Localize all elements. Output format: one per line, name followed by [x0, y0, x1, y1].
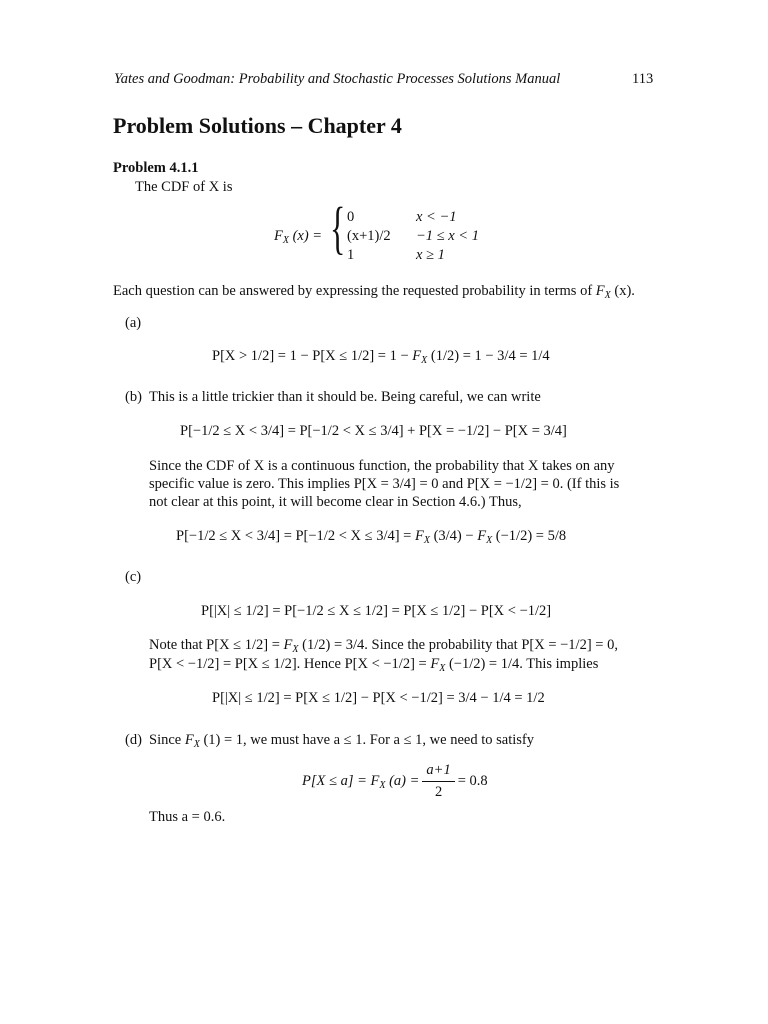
part-a-equation: $P[X > 1/2] = 1 - P[X \le 1/2] = 1 - F_X$ (1/2) = 1 − 3/4 = 1/4	[212, 348, 550, 366]
cdf-case-value: 1	[347, 247, 355, 263]
part-c-equation-2: P[|X| ≤ 1/2] = P[X ≤ 1/2] − P[X < −1/2] = 3/4 − 1/4 = 1/2	[212, 690, 545, 706]
part-c-paragraph-line: P[X < −1/2] = P[X ≤ 1/2]. Hence $P[X < -1/2] = F_X$ (−1/2) = 1/4. This implies	[149, 656, 599, 674]
part-b-label: (b)	[125, 389, 142, 405]
problem-heading: Problem 4.1.1	[113, 160, 199, 176]
cdf-case-condition: −1 ≤ x < 1	[416, 228, 479, 244]
fraction	[422, 762, 454, 801]
running-header: Yates and Goodman: Probability and Stochastic Processes Solutions Manual	[114, 71, 561, 87]
fraction-denominator: 2	[434, 784, 443, 800]
part-b-paragraph-line: specific value is zero. This implies P[X = 3/4] = 0 and P[X = −1/2] = 0. (If this is	[149, 476, 620, 492]
part-b-equation-2: $P[-1/2 \le X < 3/4] = P[-1/2 < X \le 3/4] = F_X$ $(3/4) - F_X$ (−1/2) = 5/8	[176, 528, 567, 546]
cdf-lhs: $F_X$ (x) =	[274, 228, 323, 246]
part-b-equation-1: P[−1/2 ≤ X < 3/4] = P[−1/2 < X ≤ 3/4] + P[X = −1/2] − P[X = 3/4]	[180, 423, 567, 439]
part-c-label: (c)	[125, 569, 142, 585]
lead-in-text: Each question can be answered by expressing the requested probability in terms of $F_X$ (x).	[113, 283, 635, 301]
cdf-case-value: 0	[347, 209, 355, 225]
cdf-case-value: (x+1)/2	[347, 228, 391, 244]
part-c-paragraph-line: Note that $P[X \le 1/2] = F_X$ (1/2) = 3/4. Since the probability that P[X = −1/2] = 0,	[149, 637, 618, 655]
part-b-paragraph-line: not clear at this point, it will become clear in Section 4.6.) Thus,	[149, 494, 522, 510]
part-b-text: This is a little trickier than it should be. Being careful, we can write	[149, 389, 541, 405]
part-d-equation-lhs: $P[X \le a] = F_X$ (a) =	[302, 773, 420, 791]
part-d-text: Since $F_X$ (1) = 1, we must have a ≤ 1. For a ≤ 1, we need to satisfy	[149, 732, 534, 750]
part-d-equation-rhs: = 0.8	[457, 773, 488, 789]
part-c-equation-1: P[|X| ≤ 1/2] = P[−1/2 ≤ X ≤ 1/2] = P[X ≤ 1/2] − P[X < −1/2]	[201, 603, 552, 619]
cdf-case-condition: x ≥ 1	[416, 247, 445, 263]
page-number: 113	[632, 71, 654, 87]
chapter-title: Problem Solutions – Chapter 4	[113, 113, 402, 138]
problem-intro: The CDF of X is	[135, 179, 233, 195]
part-d-label: (d)	[125, 732, 142, 748]
cdf-case-condition: x < −1	[416, 209, 457, 225]
left-brace: {	[330, 195, 346, 260]
part-d-equation	[302, 762, 488, 801]
part-d-conclusion: Thus a = 0.6.	[149, 809, 226, 825]
part-a-label: (a)	[125, 315, 142, 331]
fraction-numerator: a+1	[422, 762, 454, 782]
part-b-paragraph-line: Since the CDF of X is a continuous function, the probability that X takes on any	[149, 458, 615, 474]
